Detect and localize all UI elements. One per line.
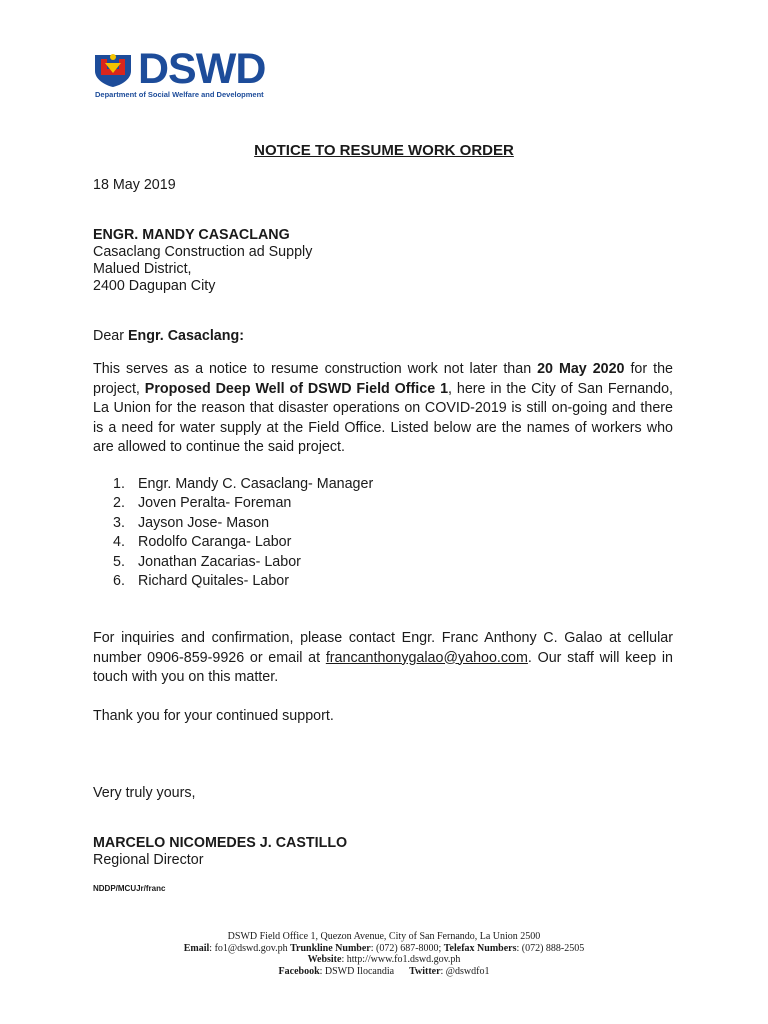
footer-website: : http://www.fo1.dswd.gov.ph [341, 954, 461, 965]
list-number: 4. [113, 534, 125, 551]
recipient-address-line1: Malued District, [93, 261, 192, 277]
inquiry-text-2: . Our staff will keep in touch with you on this matter. [93, 649, 673, 685]
list-number: 1. [113, 476, 125, 492]
reference-initials: NDDP/MCUJr/franc [93, 884, 166, 893]
logo-tagline: Department of Social Welfare and Development [95, 90, 264, 99]
body-text-3: , here in the City of San Fernando, La Union for the reason that disaster operations on COVID-2019 is still on-going and there is a need for water supply at the Field Office. Listed below are the names of workers who are allowed to continue the said project. [93, 380, 673, 455]
list-item [113, 572, 373, 591]
body-text-2: for the project, [93, 361, 673, 397]
list-item [113, 494, 373, 513]
signatory-name: MARCELO NICOMEDES J. CASTILLO [93, 835, 348, 851]
footer-facebook: : DSWD Ilocandia [319, 965, 410, 977]
deadline-date: 20 May 2020 [537, 361, 625, 377]
salutation [93, 327, 244, 345]
list-item [113, 553, 373, 572]
footer-contacts [0, 943, 768, 955]
letter-date: 18 May 2019 [93, 177, 176, 193]
page-title: NOTICE TO RESUME WORK ORDER [254, 142, 514, 159]
list-item [113, 514, 373, 533]
logo-wordmark: DSWD [138, 45, 266, 93]
worker-name: Richard Quitales- Labor [138, 573, 289, 590]
body-text-1: This serves as a notice to resume construction work not later than [93, 361, 538, 377]
footer-website-line [0, 954, 768, 966]
footer-twitter: : @dswdfo1 [440, 965, 490, 977]
worker-name: Jonathan Zacarias- Labor [138, 553, 301, 570]
footer [0, 931, 768, 977]
worker-name: Joven Peralta- Foreman [138, 495, 292, 512]
recipient-company: Casaclang Construction ad Supply [93, 244, 313, 260]
body-paragraph [93, 360, 673, 458]
inquiry-paragraph [93, 629, 673, 688]
list-number: 5. [113, 553, 125, 570]
closing-line: Very truly yours, [93, 785, 196, 801]
footer-trunkline-label: Trunkline Number [290, 942, 371, 954]
email-link[interactable]: francanthonygalao@yahoo.com [325, 649, 528, 666]
list-number: 6. [113, 573, 125, 590]
footer-facebook-label: Facebook [278, 965, 320, 977]
footer-twitter-label: Twitter [409, 965, 441, 977]
worker-name: Rodolfo Caranga- Labor [138, 534, 292, 551]
salutation-prefix: Dear [93, 328, 128, 344]
footer-social-line [0, 966, 768, 978]
list-number: 2. [113, 495, 125, 512]
list-item [113, 475, 373, 494]
workers-list [113, 475, 373, 591]
worker-name: Jayson Jose- Mason [138, 514, 270, 531]
salutation-name: Engr. Casaclang: [127, 328, 244, 344]
thanks-line: Thank you for your continued support. [93, 708, 334, 724]
list-item [113, 533, 373, 552]
footer-email: : fo1@dswd.gov.ph [209, 942, 291, 954]
recipient-name: ENGR. MANDY CASACLANG [93, 227, 290, 243]
footer-telefax: : (072) 888-2505 [516, 942, 585, 954]
inquiry-text-1: For inquiries and confirmation, please contact Engr. Franc Anthony C. Galao at cellular number 0906-859-9926 or email at [93, 630, 673, 666]
recipient-address-line2: 2400 Dagupan City [93, 278, 216, 294]
footer-email-label: Email [183, 942, 210, 954]
dswd-logo [92, 45, 266, 103]
footer-telefax-label: Telefax Numbers [443, 942, 517, 954]
dswd-emblem-icon [92, 49, 134, 89]
footer-website-label: Website [307, 954, 342, 965]
list-number: 3. [113, 514, 125, 531]
footer-trunkline: : (072) 687-8000; [370, 942, 444, 954]
footer-address: DSWD Field Office 1, Quezon Avenue, City of San Fernando, La Union 2500 [227, 931, 541, 942]
signatory-title: Regional Director [93, 852, 204, 868]
worker-name: Engr. Mandy C. Casaclang- Manager [138, 476, 374, 492]
project-name: Proposed Deep Well of DSWD Field Office 1 [144, 380, 449, 397]
